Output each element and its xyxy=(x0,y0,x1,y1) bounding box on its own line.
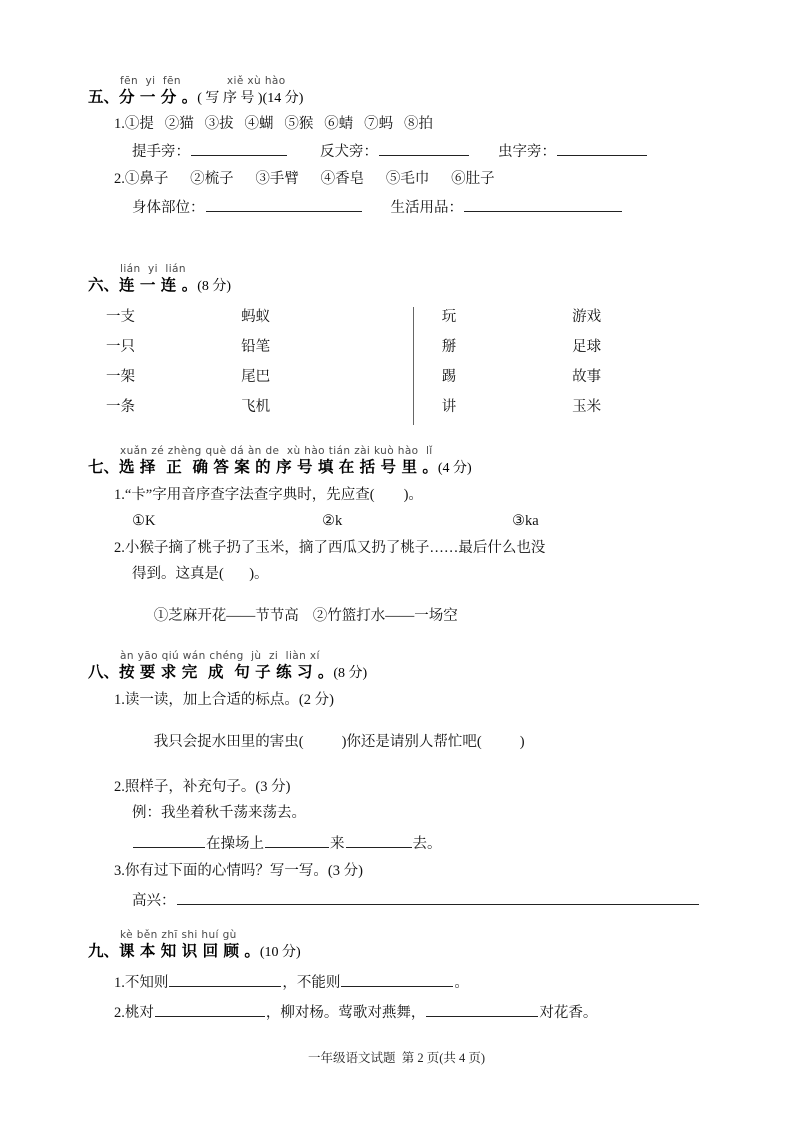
blank-shenghuoyongpin[interactable] xyxy=(464,197,622,212)
match-left-quantifier[interactable]: 一条 xyxy=(106,399,135,415)
match-right-noun[interactable]: 游戏 xyxy=(572,309,602,325)
match-left-quantifier[interactable]: 一支 xyxy=(106,309,135,325)
label-tishoupang: 提手旁： xyxy=(132,144,190,161)
section-eight-q2-example: 例：我坐着秋千荡来荡去。 xyxy=(132,805,306,822)
q1-number: 1. xyxy=(114,974,125,991)
blank-chongzipang[interactable] xyxy=(557,142,647,157)
section-five-heading: 五、分 一 分 。( 写 序 号 )(14 分) xyxy=(88,87,304,106)
section-nine-q2 xyxy=(114,1002,728,1021)
section-eight-q2-prompt: 2.照样子，补充句子。(3 分) xyxy=(114,778,291,795)
match-right-verb[interactable]: 踢 xyxy=(441,369,457,385)
q2-number: 2. xyxy=(114,1005,125,1022)
match-left-noun[interactable]: 尾巴 xyxy=(241,369,271,385)
section-nine xyxy=(88,930,728,1022)
section-seven-q1-options xyxy=(132,513,728,530)
section-five-q2-answers xyxy=(132,197,728,216)
q1-part-c: 。 xyxy=(454,974,469,991)
blank-verb1[interactable] xyxy=(265,833,329,848)
fill-word1: 来 xyxy=(330,835,345,852)
match-left-quantifier[interactable]: 一架 xyxy=(106,369,135,385)
section-eight-q1-prompt: 1.读一读，加上合适的标点。(2 分) xyxy=(114,692,334,708)
match-right-verb[interactable]: 掰 xyxy=(441,339,457,355)
match-right-verb[interactable]: 讲 xyxy=(441,399,457,415)
label-chongzipang: 虫字旁： xyxy=(498,144,556,161)
section-six-pinyin: lián yi lián xyxy=(120,263,186,275)
section-five-q1-answers xyxy=(132,142,728,161)
blank-buzhize[interactable] xyxy=(169,972,281,987)
section-nine-q1 xyxy=(114,972,728,991)
section-seven-heading: 七、选 择 正 确 答 案 的 序 号 填 在 括 号 里 。(4 分) xyxy=(88,457,472,476)
blank-tishoupang[interactable] xyxy=(191,142,287,157)
section-eight-q2-fill xyxy=(132,833,728,852)
page-footer: 一年级语文试题 第 2 页(共 4 页) xyxy=(307,1051,486,1065)
label-gaoxing: 高兴： xyxy=(132,892,176,909)
section-six-heading: 六、连 一 连 。(8 分) xyxy=(88,275,232,294)
q1-part-a: 不知则 xyxy=(124,974,169,991)
match-row xyxy=(88,365,688,395)
match-right-noun[interactable]: 故事 xyxy=(572,369,602,385)
label-shenghuoyongpin: 生活用品： xyxy=(390,199,463,216)
label-shentibuwei: 身体部位： xyxy=(132,199,205,216)
fill-word2: 去。 xyxy=(412,835,442,852)
blank-shentibuwei[interactable] xyxy=(206,197,362,212)
match-left-noun[interactable]: 飞机 xyxy=(241,399,271,415)
section-five-q1-items: 1.①提 ②猫 ③拔 ④蝴 ⑤猴 ⑥蜻 ⑦蚂 ⑧拍 xyxy=(114,116,433,132)
sentence-part-c: ) xyxy=(519,734,525,751)
section-seven-q1: 1.“卡”字用音序查字法查字典时，先应查( )。 xyxy=(114,487,423,503)
section-eight-q3-prompt: 3.你有过下面的心情吗？写一写。(3 分) xyxy=(114,863,363,880)
blank-verb2[interactable] xyxy=(346,833,412,848)
section-eight-q1-sentence xyxy=(132,718,728,768)
section-eight xyxy=(88,651,728,910)
section-five xyxy=(88,76,728,216)
option-2[interactable]: ②k xyxy=(322,512,343,529)
section-eight-pinyin: àn yāo qiú wán chéng jù zi liàn xí xyxy=(120,650,320,662)
match-left-noun[interactable]: 铅笔 xyxy=(241,339,271,355)
match-right-noun[interactable]: 玉米 xyxy=(572,399,602,415)
section-seven xyxy=(88,446,728,642)
fill-mid-text: 在操场上 xyxy=(206,835,264,852)
q1-part-b: ，不能则 xyxy=(282,974,341,991)
section-seven-q2-options xyxy=(132,592,728,642)
blank-taodui[interactable] xyxy=(155,1002,265,1017)
match-row xyxy=(88,395,688,425)
match-divider xyxy=(413,307,414,425)
section-seven-pinyin: xuǎn zé zhèng què dá àn de xù hào tián zài kuò hào lǐ xyxy=(120,445,433,457)
sentence-part-a: 我只会捉水田里的害虫( xyxy=(153,734,304,751)
q2-part-b: ，柳对杨。莺歌对燕舞， xyxy=(265,1005,426,1022)
sentence-part-b: )你还是请别人帮忙吧( xyxy=(341,734,482,751)
blank-subject[interactable] xyxy=(133,833,205,848)
blank-fanquanpang[interactable] xyxy=(379,142,469,157)
q2-part-c: 对花香。 xyxy=(539,1005,598,1022)
section-nine-pinyin: kè běn zhī shi huí gù xyxy=(120,929,237,941)
match-right-noun[interactable]: 足球 xyxy=(572,339,602,355)
section-five-q2-items: 2.①鼻子 ②梳子 ③手臂 ④香皂 ⑤毛巾 ⑥肚子 xyxy=(114,171,495,188)
match-left-quantifier[interactable]: 一只 xyxy=(106,339,135,355)
q2-part-a: 桃对 xyxy=(124,1005,154,1022)
blank-gaoxing[interactable] xyxy=(177,890,699,905)
option-2[interactable]: ②竹篮打水——一场空 xyxy=(312,608,458,625)
blank-bunengze[interactable] xyxy=(341,972,453,987)
section-seven-q2-line2: 得到。这真是( )。 xyxy=(132,566,269,583)
match-right-verb[interactable]: 玩 xyxy=(441,309,457,325)
option-1[interactable]: ①K xyxy=(132,512,156,529)
section-five-pinyin: fēn yi fēn xiě xù hào xyxy=(120,75,286,87)
option-3[interactable]: ③ka xyxy=(512,512,539,529)
section-eight-q3-answer xyxy=(132,890,728,909)
section-six xyxy=(88,264,728,425)
blank-duihuaxiang[interactable] xyxy=(426,1002,538,1017)
match-row xyxy=(88,305,688,335)
option-1[interactable]: ①芝麻开花——节节高 xyxy=(153,608,299,625)
match-left-noun[interactable]: 蚂蚁 xyxy=(241,309,271,325)
match-exercise xyxy=(88,305,688,425)
section-nine-heading: 九、课 本 知 识 回 顾 。(10 分) xyxy=(88,941,301,960)
section-eight-heading: 八、按 要 求 完 成 句 子 练 习 。(8 分) xyxy=(88,662,368,681)
section-seven-q2-line1: 2.小猴子摘了桃子扔了玉米，摘了西瓜又扔了桃子……最后什么也没 xyxy=(114,540,546,557)
label-fanquanpang: 反犬旁： xyxy=(320,144,378,161)
match-row xyxy=(88,335,688,365)
